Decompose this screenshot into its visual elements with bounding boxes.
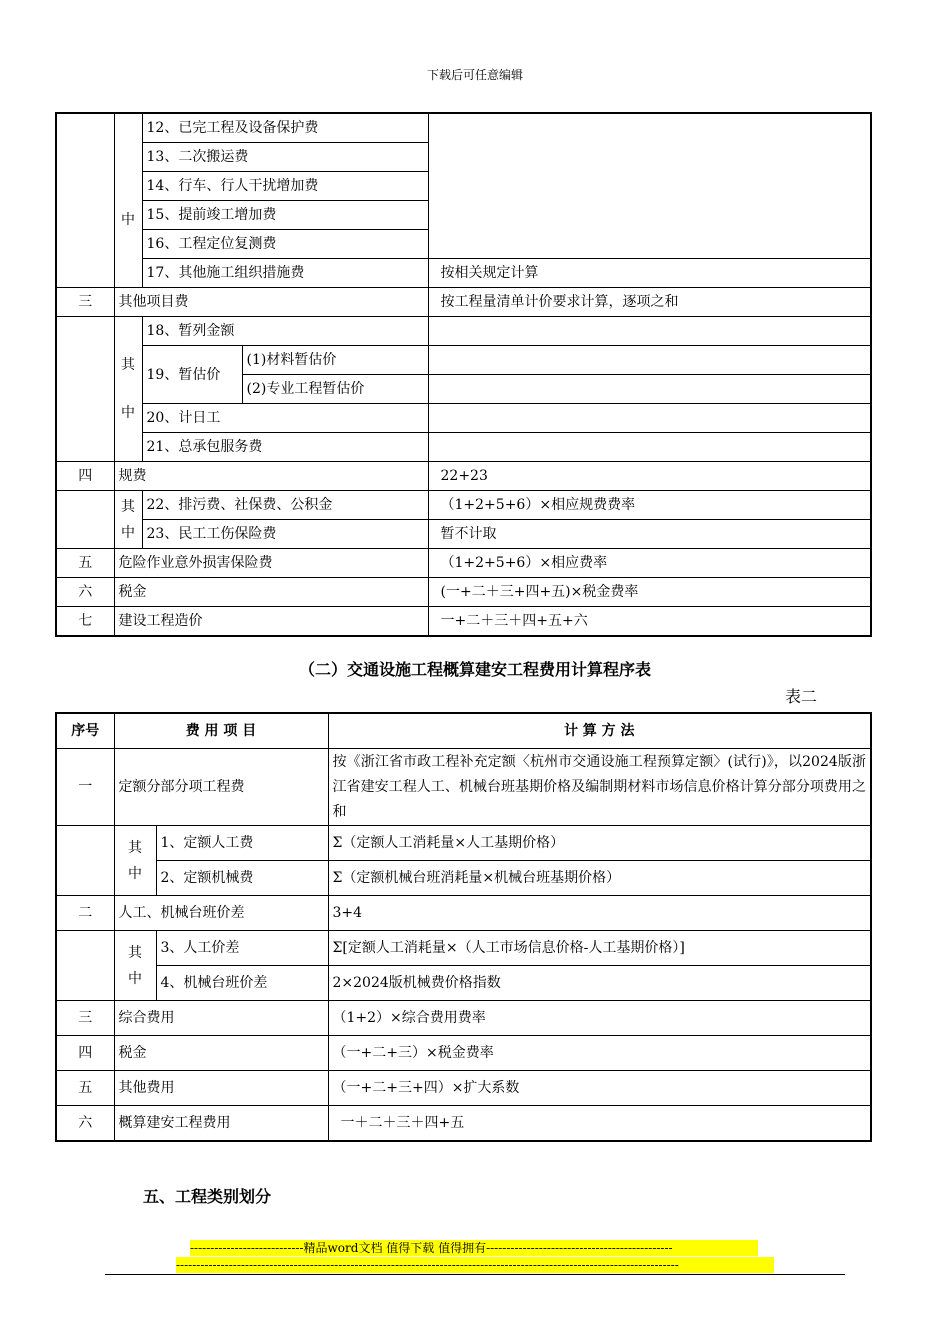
qizhong-label: 其 中 <box>114 317 142 462</box>
row-item: 建设工程造价 <box>114 607 428 637</box>
row-no: 三 <box>56 288 114 317</box>
row-no: 六 <box>56 1106 114 1142</box>
row-method: 22+23 <box>428 462 871 491</box>
item-23: 23、民工工伤保险费 <box>142 520 428 549</box>
item-4-method: 2×2024版机械费价格指数 <box>328 966 871 1001</box>
footer-banner: ----------------------------精品word文档 值得下载 值得拥有---------------------------------------------- <box>190 1240 758 1256</box>
item-17: 17、其他施工组织措施费 <box>142 259 428 288</box>
row-no: 五 <box>56 549 114 578</box>
row-item: 税金 <box>114 578 428 607</box>
row-item: 概算建安工程费用 <box>114 1106 328 1142</box>
row-method: 3+4 <box>328 896 871 931</box>
item-1-method: Σ（定额人工消耗量×人工基期价格） <box>328 826 871 861</box>
row-method: 按工程量清单计价要求计算，逐项之和 <box>428 288 871 317</box>
item-19b: (2)专业工程暂估价 <box>242 375 428 404</box>
row-no: 四 <box>56 1036 114 1071</box>
item-18: 18、暂列金额 <box>142 317 428 346</box>
footer-divider <box>105 1274 845 1275</box>
item-21: 21、总承包服务费 <box>142 433 428 462</box>
item-14: 14、行车、行人干扰增加费 <box>142 172 428 201</box>
fee-table-continued <box>55 112 872 637</box>
row-no: 三 <box>56 1001 114 1036</box>
item-3-method: Σ[定额人工消耗量×（人工市场信息价格-人工基期价格）] <box>328 931 871 966</box>
row-method: （一+二+三）×税金费率 <box>328 1036 871 1071</box>
row-item: 税金 <box>114 1036 328 1071</box>
row-item: 人工、机械台班价差 <box>114 896 328 931</box>
item-19: 19、暂估价 <box>142 346 242 404</box>
item-20: 20、计日工 <box>142 404 428 433</box>
row-item: 定额分部分项工程费 <box>114 749 328 826</box>
fee-calculation-table <box>55 712 872 1142</box>
row-item: 其他项目费 <box>114 288 428 317</box>
page-header: 下载后可任意编辑 <box>426 68 523 82</box>
item-17-method: 按相关规定计算 <box>428 259 871 288</box>
row-item: 其他费用 <box>114 1071 328 1106</box>
item-1: 1、定额人工费 <box>156 826 328 861</box>
table-number: 表二 <box>785 687 818 706</box>
row-no: 一 <box>56 749 114 826</box>
qizhong-label: 其 中 <box>114 931 156 1001</box>
item-16: 16、工程定位复测费 <box>142 230 428 259</box>
item-22-method: （1+2+5+6）×相应规费费率 <box>428 491 871 520</box>
row-method: （一+二+三+四）×扩大系数 <box>328 1071 871 1106</box>
item-22: 22、排污费、社保费、公积金 <box>142 491 428 520</box>
item-12: 12、已完工程及设备保护费 <box>142 113 428 143</box>
item-2-method: Σ（定额机械台班消耗量×机械台班基期价格） <box>328 861 871 896</box>
row-no: 七 <box>56 607 114 637</box>
row-no: 六 <box>56 578 114 607</box>
row-no: 四 <box>56 462 114 491</box>
item-3: 3、人工价差 <box>156 931 328 966</box>
row-method: 一+二＋三＋四+五+六 <box>428 607 871 637</box>
row-no: 二 <box>56 896 114 931</box>
header-no: 序号 <box>56 713 114 749</box>
row-method: （1+2）×综合费用费率 <box>328 1001 871 1036</box>
row-method: （1+2+5+6）×相应费率 <box>428 549 871 578</box>
section-heading: 五、工程类别划分 <box>143 1187 272 1206</box>
item-2: 2、定额机械费 <box>156 861 328 896</box>
item-19a: (1)材料暂估价 <box>242 346 428 375</box>
item-23-method: 暂不计取 <box>428 520 871 549</box>
zhong-label: 中 <box>114 113 142 288</box>
table-title: （二）交通设施工程概算建安工程费用计算程序表 <box>298 660 651 679</box>
row-item: 综合费用 <box>114 1001 328 1036</box>
row-method: 按《浙江省市政工程补充定额〈杭州市交通设施工程预算定额〉(试行)》，以2024版浙江省建安工程人工、机械台班基期价格及编制期材料市场信息价格计算分部分项费用之和 <box>328 749 871 826</box>
row-method: 一＋二＋三＋四+五 <box>328 1106 871 1142</box>
qizhong-label: 其 中 <box>114 491 142 549</box>
header-item: 费 用 项 目 <box>114 713 328 749</box>
item-4: 4、机械台班价差 <box>156 966 328 1001</box>
item-13: 13、二次搬运费 <box>142 143 428 172</box>
item-15: 15、提前竣工增加费 <box>142 201 428 230</box>
row-item: 危险作业意外损害保险费 <box>114 549 428 578</box>
row-item: 规费 <box>114 462 428 491</box>
row-no: 五 <box>56 1071 114 1106</box>
footer-dashes: ---------------------------------------------------------------------------------------------------------------------------- <box>176 1257 774 1273</box>
header-method: 计 算 方 法 <box>328 713 871 749</box>
qizhong-label: 其 中 <box>114 826 156 896</box>
row-method: (一+二＋三+四+五)×税金费率 <box>428 578 871 607</box>
